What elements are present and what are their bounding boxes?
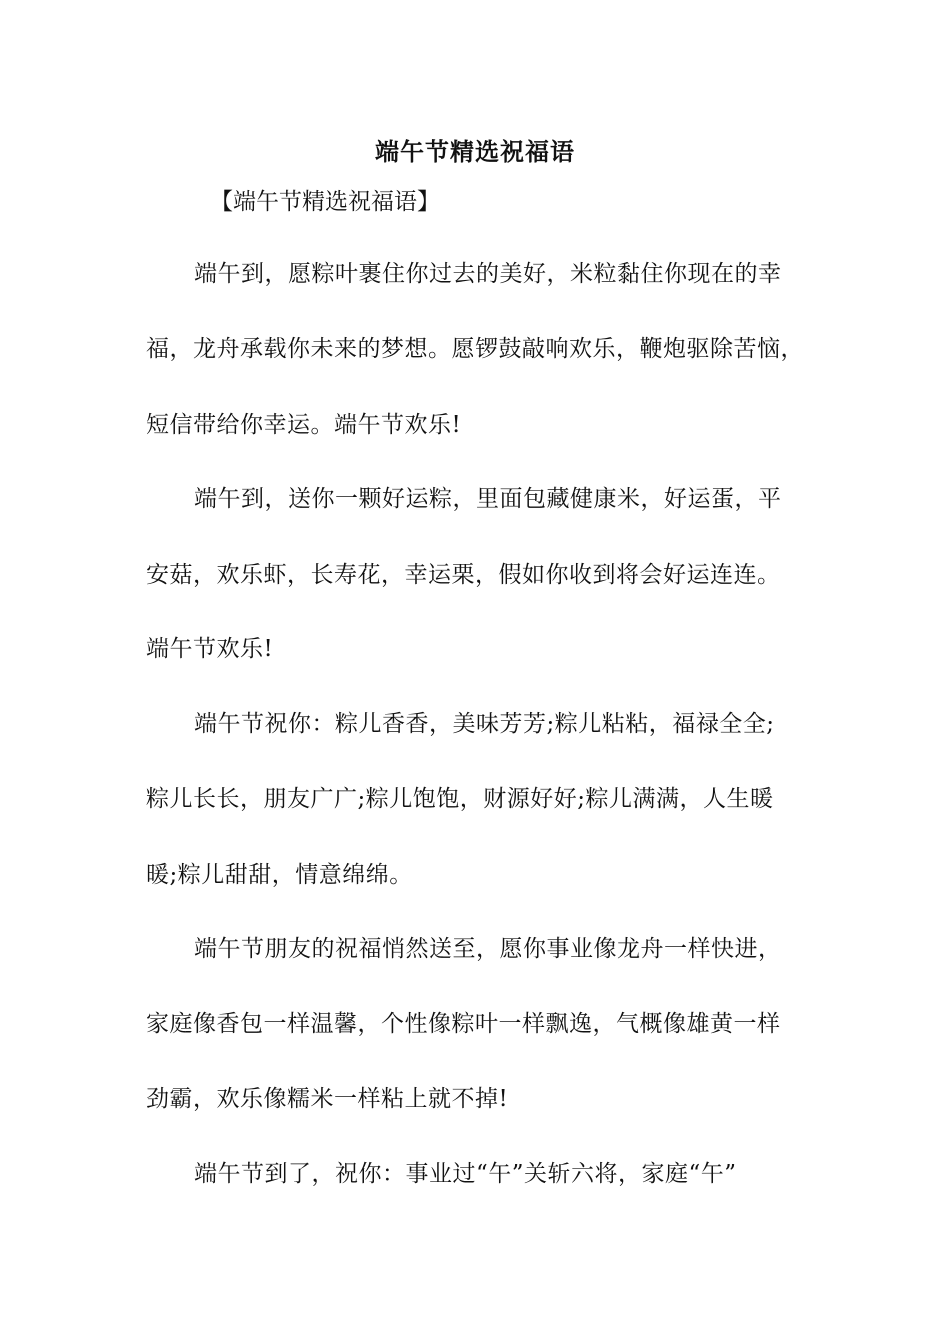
paragraph-4-line-3: 劲霸，欢乐像糯米一样粘上就不掉!	[146, 1086, 509, 1112]
paragraph-1-line-3: 短信带给你幸运。端午节欢乐!	[146, 412, 462, 438]
document-title: 端午节精选祝福语	[375, 137, 575, 166]
paragraph-1-line-2: 福，龙舟承载你未来的梦想。愿锣鼓敲响欢乐，鞭炮驱除苦恼，	[146, 336, 804, 362]
paragraph-2-line-3: 端午节欢乐!	[146, 636, 274, 662]
paragraph-1-line-1: 端午到，愿粽叶裹住你过去的美好，米粒黏住你现在的幸	[194, 261, 782, 287]
paragraph-4-line-2: 家庭像香包一样温馨，个性像粽叶一样飘逸，气概像雄黄一样	[146, 1011, 781, 1037]
paragraph-2-line-1: 端午到，送你一颗好运粽，里面包藏健康米，好运蛋，平	[194, 486, 782, 512]
paragraph-3-line-2: 粽儿长长，朋友广广;粽儿饱饱，财源好好;粽儿满满，人生暖	[146, 786, 774, 812]
document-subtitle: 【端午节精选祝福语】	[210, 189, 440, 215]
paragraph-5-line-1: 端午节到了，祝你：事业过“午”关斩六将，家庭“午”	[194, 1161, 737, 1187]
paragraph-3-line-3: 暖;粽儿甜甜，情意绵绵。	[146, 862, 413, 888]
paragraph-3-line-1: 端午节祝你：粽儿香香，美味芳芳;粽儿粘粘，福禄全全;	[194, 711, 775, 737]
paragraph-2-line-2: 安菇，欢乐虾，长寿花，幸运栗，假如你收到将会好运连连。	[146, 562, 781, 588]
paragraph-4-line-1: 端午节朋友的祝福悄然送至，愿你事业像龙舟一样快进，	[194, 936, 782, 962]
